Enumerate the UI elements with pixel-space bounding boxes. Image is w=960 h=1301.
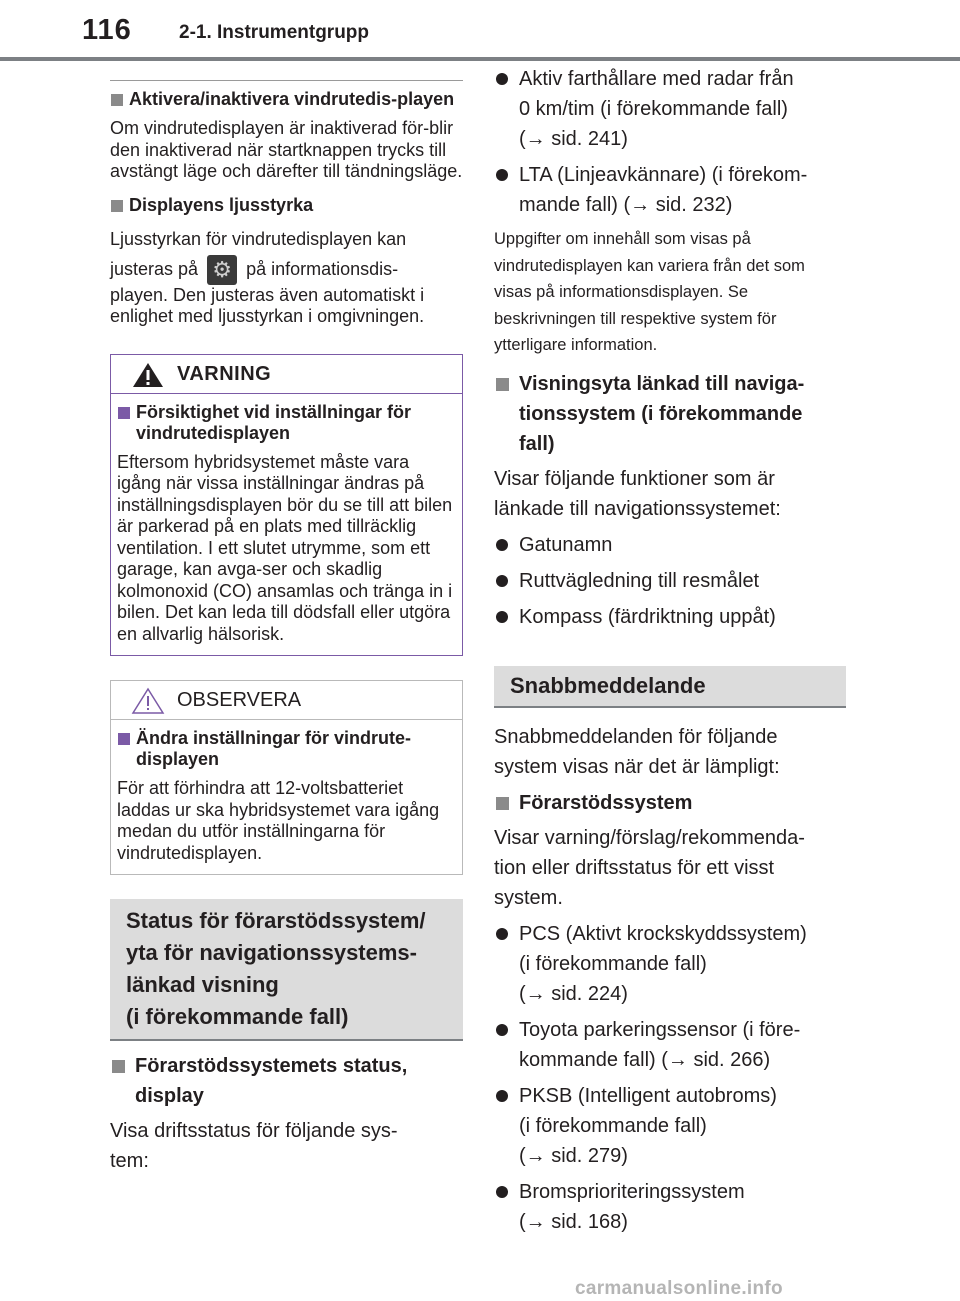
notice-box-header	[111, 681, 462, 720]
status-banner: Status för förarstödssystem/ yta för navigationssystems- länkad visning (i förekommande fall)	[110, 899, 463, 1041]
activate-heading: Aktivera/inaktivera vindrutedis-playen	[110, 89, 463, 110]
assist-text: Visar varning/förslag/rekommenda- tion eller driftsstatus för ett visst system.	[494, 826, 805, 909]
brightness-text: Ljusstyrkan för vindrutedisplayen kan justeras på ⚙ på informationsdis-	[110, 224, 463, 285]
status-bullet-list	[494, 64, 846, 220]
warning-box-header	[111, 355, 462, 394]
warning-triangle-icon	[131, 361, 165, 389]
square-bullet-icon	[496, 378, 509, 391]
section-title: 2-1. Instrumentgrupp	[179, 22, 370, 43]
square-bullet-icon	[496, 797, 509, 810]
warning-title: VARNING	[177, 362, 272, 385]
warning-box	[110, 354, 463, 657]
info-text: Uppgifter om innehåll som visas på vindrutedisplayen kan variera från det som visas på informationsdisplayen. Se beskrivningen till respektive system för ytterligare information.	[494, 230, 805, 354]
square-bullet-icon	[112, 1060, 125, 1073]
notice-title: OBSERVERA	[177, 689, 302, 712]
watermark: carmanualsonline.info	[575, 1278, 783, 1299]
notice-box	[110, 680, 463, 875]
nav-text: Visar följande funktioner som är länkade till navigationssystemet:	[494, 467, 781, 520]
column-top-rule	[110, 80, 463, 81]
header-rule	[0, 57, 960, 61]
list-item: Toyota parkeringssensor (i före- kommande fall) (→ sid. 266)	[494, 1015, 846, 1075]
notice-heading: Ändra inställningar för vindrute-displayen	[117, 728, 456, 770]
list-item: Bromsprioriteringssystem (→ sid. 168)	[494, 1177, 846, 1237]
status-text: Visa driftsstatus för följande sys- tem:	[110, 1120, 398, 1173]
quick-text: Snabbmeddelanden för följande system visas när det är lämpligt:	[494, 725, 780, 778]
assist-heading: Förarstödssystem	[494, 788, 846, 818]
square-bullet-icon	[111, 94, 123, 106]
square-bullet-icon	[118, 733, 130, 745]
list-item: LTA (Linjeavkännare) (i förekom- mande fall) (→ sid. 232)	[494, 160, 846, 220]
square-bullet-icon	[118, 407, 130, 419]
nav-bullet-list	[494, 530, 846, 632]
list-item: Aktiv farthållare med radar från 0 km/tim (i förekommande fall) (→ sid. 241)	[494, 64, 846, 154]
right-column	[494, 64, 846, 1243]
quick-message-banner: Snabbmeddelande	[494, 666, 846, 708]
settings-gear-icon: ⚙	[207, 255, 237, 285]
page-number: 116	[82, 14, 132, 46]
square-bullet-icon	[111, 200, 123, 212]
nav-heading: Visningsyta länkad till naviga- tionssystem (i förekommande fall)	[494, 369, 846, 459]
status-heading: Förarstödssystemets status, display	[110, 1051, 463, 1111]
brightness-heading: Displayens ljusstyrka	[110, 195, 463, 216]
page-header	[0, 0, 960, 62]
warning-heading: Försiktighet vid inställningar för vindrutedisplayen	[117, 402, 456, 444]
list-item: Gatunamn	[494, 530, 846, 560]
list-item: PKSB (Intelligent autobroms) (i förekommande fall) (→ sid. 279)	[494, 1081, 846, 1171]
list-item: PCS (Aktivt krockskyddssystem) (i förekommande fall) (→ sid. 224)	[494, 919, 846, 1009]
warning-text: Eftersom hybridsystemet måste vara igång när vissa inställningar ändras på inställningsdisplayen bör du se till att bilen är parkerad på en plats med tillräcklig ventilation. I ett slutet utrymme, som ett garage, kan avga-ser och skadlig kolmonoxid (CO) ansamlas och tränga in i bilen. Det kan leda till dödsfall eller utgöra en allvarlig hälsorisk.	[117, 451, 453, 644]
caution-triangle-icon	[131, 687, 165, 715]
activate-text: Om vindrutedisplayen är inaktiverad för-blir den inaktiverad när startknappen trycks till avstängt läge och därefter till tändningsläge.	[110, 118, 463, 181]
left-column	[110, 80, 463, 1182]
brightness-text-rest: playen. Den justeras även automatiskt i enlighet med ljusstyrkan i omgivningen.	[110, 284, 425, 327]
list-item: Kompass (färdriktning uppåt)	[494, 602, 846, 632]
assist-bullet-list	[494, 919, 846, 1237]
list-item: Ruttvägledning till resmålet	[494, 566, 846, 596]
notice-text: För att förhindra att 12-voltsbatteriet laddas ur ska hybridsystemet vara igång medan du utför inställningarna för vindrutedisplayen.	[117, 778, 440, 863]
